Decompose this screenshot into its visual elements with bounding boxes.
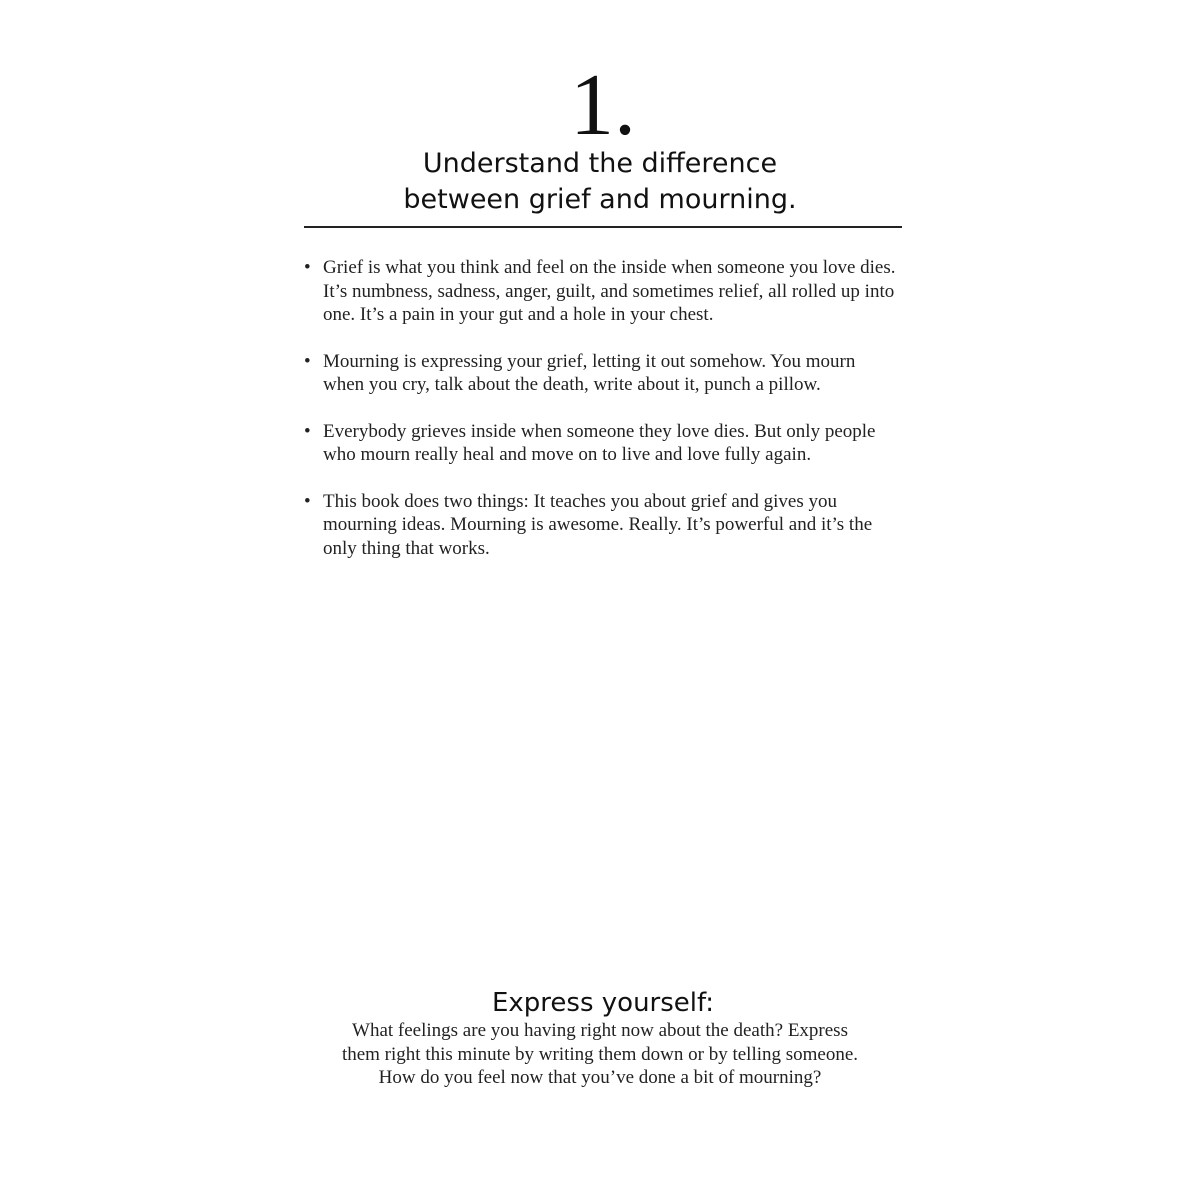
bullet-item-this-book — [300, 490, 900, 561]
chapter-title-line-1: Understand the difference — [422, 148, 778, 179]
bullet-text: Mourning is expressing your grief, letting it out somehow. You mourn when you cry, talk about the death, write about it, punch a pillow. — [323, 350, 856, 395]
express-line-2: them right this minute by writing them down or by telling someone. — [341, 1043, 859, 1065]
bullet-text: This book does two things: It teaches you about grief and gives you mourning ideas. Mourning is awesome. Really. It’s powerful and it’s the only thing that works. — [323, 490, 873, 559]
express-yourself-heading: Express yourself: — [491, 988, 714, 1018]
title-divider — [304, 226, 902, 228]
bullet-list — [300, 256, 900, 583]
express-line-3: How do you feel now that you’ve done a bit of mourning? — [378, 1067, 822, 1088]
bullet-text: Grief is what you think and feel on the inside when someone you love dies. It’s numbness, sadness, anger, guilt, and sometimes relief, all rolled up into one. It’s a pain in your gut and a hole in your chest. — [323, 257, 896, 325]
bullet-marker: • — [304, 420, 311, 442]
chapter-title-line-2: between grief and mourning. — [403, 184, 797, 215]
bullet-marker: • — [304, 490, 311, 512]
bullet-marker: • — [304, 257, 311, 278]
express-yourself-prompt — [300, 1019, 900, 1090]
chapter-number: 1. — [570, 57, 636, 154]
bullet-marker: • — [304, 350, 311, 372]
bullet-item-everybody-grieves — [300, 420, 900, 467]
bullet-item-grief — [300, 256, 900, 327]
bullet-text: Everybody grieves inside when someone they love dies. But only people who mourn really heal and move on to live and love fully again. — [323, 420, 876, 465]
express-line-1: What feelings are you having right now about the death? Express — [352, 1020, 848, 1041]
bullet-item-mourning — [300, 350, 900, 397]
chapter-title — [300, 146, 900, 218]
